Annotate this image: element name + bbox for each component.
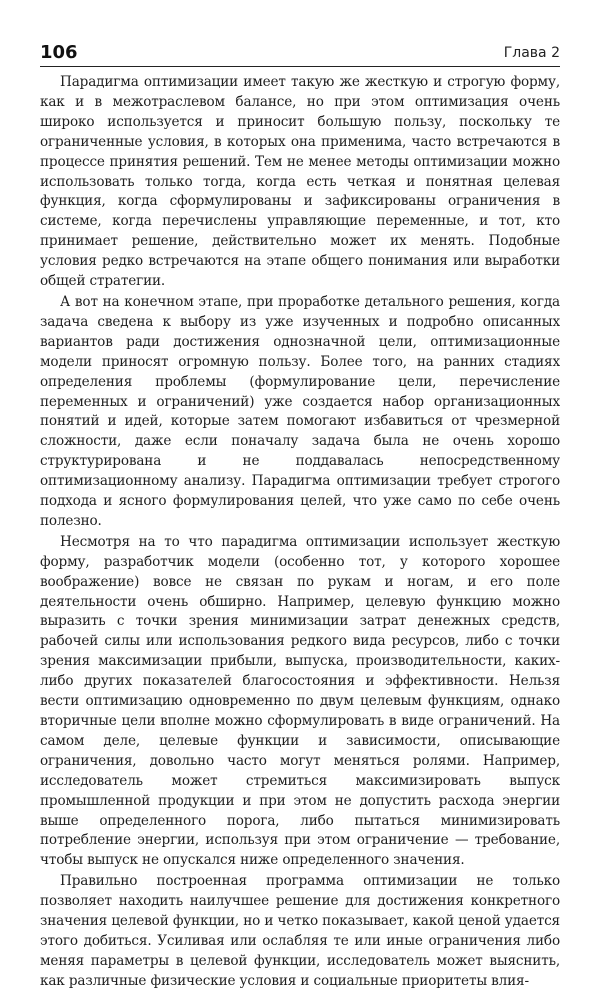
paragraph-4: Правильно построенная программа оптимизации не только позволяет находить наилучшее решение для достижения конкретного значения целевой функции, но и четко показывает, какой ценой удается этого добиться. Усиливая или ослабляя те или иные ограничения либо меняя параметры в целевой функции, исследователь может выяснить, как различные физические условия и социальные приоритеты влия- <box>40 873 560 989</box>
book-page <box>40 40 560 993</box>
paragraph-1: Парадигма оптимизации имеет такую же жесткую и строгую форму, как и в межотраслевом балансе, но при этом оптимизация очень широко используется и приносит большую пользу, поскольку те ограниченные условия, в которых она применима, часто встречаются в процессе принятия решений. Тем не менее методы оптимизации можно использовать только тогда, когда есть четкая и понятная целевая функция, когда сформулированы и зафиксированы ограничения в системе, когда перечислены управляющие переменные, и тот, кто принимает решение, действительно может их менять. Подобные условия редко встречаются на этапе общего понимания или выработки общей стратегии. <box>40 74 560 290</box>
chapter-title: Глава 2 <box>503 45 560 61</box>
paragraph-3: Несмотря на то что парадигма оптимизации использует жесткую форму, разработчик модели (особенно тот, у которого хорошее воображение) вовсе не связан по рукам и ногам, и его поле деятельности очень обширно. Например, целевую функцию можно выразить с точки зрения минимизации затрат денежных средств, рабочей силы или использования редкого вида ресурсов, либо с точки зрения максимизации прибыли, выпуска, производительности, каких-либо других показателей благосостояния и эффективности. Нельзя вести оптимизацию одновременно по двум целевым функциям, однако вторичные цели вполне можно сформулировать в виде ограничений. На самом деле, целевые функции и зависимости, описывающие ограничения, довольно часто могут меняться ролями. Например, исследователь может стремиться максимизировать выпуск промышленной продукции и при этом не допустить расхода энергии выше определенного порога, либо пытаться минимизировать потребление энергии, используя при этом ограничение — требование, чтобы выпуск не опускался ниже определенного значения. <box>40 533 560 869</box>
paragraph-2: А вот на конечном этапе, при проработке детального решения, когда задача сведена к выбору из уже изученных и подробно описанных вариантов ради достижения однозначной цели, оптимизационные модели приносят огромную пользу. Более того, на ранних стадиях определения проблемы (формулирование цели, перечисление переменных и ограничений) уже создается набор организационных понятий и идей, которые затем помогают избавиться от чрезмерной сложности, даже если поначалу задача была не очень хорошо структурирована и не поддавалась непосредственному оптимизационному анализу. Парадигма оптимизации требует строгого подхода и ясного формулирования целей, что уже само по себе очень полезно. <box>40 293 560 529</box>
page-number: 106 <box>40 42 78 63</box>
page-header <box>40 40 560 67</box>
body-text <box>40 73 560 992</box>
